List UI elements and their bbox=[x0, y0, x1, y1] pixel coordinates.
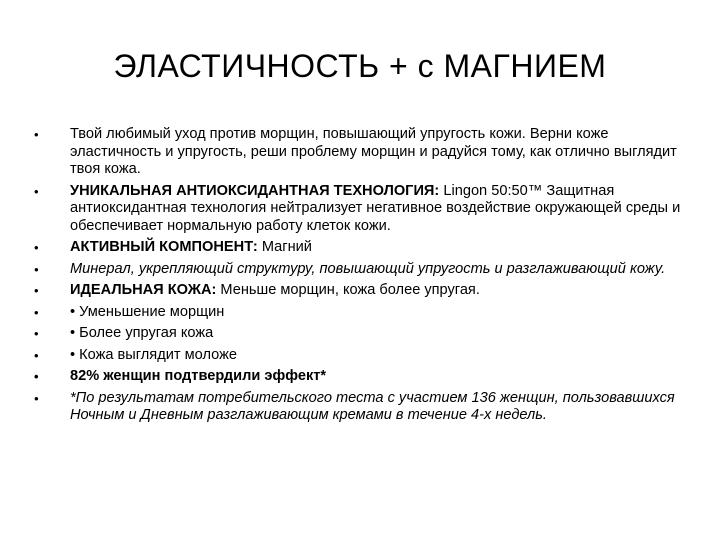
bullet-marker: • bbox=[34, 390, 39, 406]
bullet-text: *По результатам потребительского теста с участием 136 женщин, пользовавшихся Ночным и Дневным разглаживающим кремами в течение 4-х недель. bbox=[70, 389, 675, 423]
bullet-text: Минерал, укрепляющий структуру, повышающий упругость и разглаживающий кожу. bbox=[70, 260, 666, 277]
bullet-label: ИДЕАЛЬНАЯ КОЖА: bbox=[70, 282, 217, 298]
bullet-item-active-component bbox=[34, 239, 694, 257]
bullet-marker: • bbox=[34, 261, 39, 277]
bullet-text: • Кожа выглядит моложе bbox=[70, 346, 237, 363]
bullet-marker: • bbox=[34, 240, 39, 255]
bullet-text: Меньше морщин, кожа более упругая. bbox=[216, 282, 480, 298]
bullet-marker: • bbox=[34, 326, 39, 341]
bullet-item-benefit-firmness bbox=[34, 325, 694, 343]
bullet-item-footnote bbox=[34, 390, 694, 425]
bullet-text: Твой любимый уход против морщин, повышающий упругость кожи. Верни коже эластичность и упругость, реши проблему морщин и радуйся тому, как отлично выглядит твоя кожа. bbox=[70, 126, 677, 177]
bullet-text: • Более упругая кожа bbox=[70, 325, 214, 341]
bullet-text: Lingon 50:50™ Защитная антиоксидантная технология нейтрализует негативное воздействие окружающей среды и обеспечивает нормальную работу клеток кожи. bbox=[70, 182, 681, 234]
bullet-marker: • bbox=[34, 183, 39, 199]
bullet-marker: • bbox=[34, 304, 39, 320]
slide-title: ЭЛАСТИЧНОСТЬ + с МАГНИЕМ bbox=[113, 48, 607, 84]
bullet-item-ideal-skin bbox=[34, 282, 694, 300]
bullet-item-intro bbox=[34, 126, 694, 179]
bullet-text: 82% женщин подтвердили эффект* bbox=[70, 368, 327, 384]
bullet-list bbox=[34, 126, 694, 429]
bullet-text: Магний bbox=[257, 239, 312, 255]
bullet-marker: • bbox=[34, 127, 39, 142]
bullet-marker: • bbox=[34, 283, 39, 298]
bullet-marker: • bbox=[34, 347, 39, 363]
bullet-item-benefit-younger bbox=[34, 347, 694, 365]
bullet-item-technology bbox=[34, 183, 694, 236]
bullet-item-mineral bbox=[34, 261, 694, 279]
bullet-item-confirmation bbox=[34, 368, 694, 386]
bullet-marker: • bbox=[34, 369, 39, 384]
bullet-text: • Уменьшение морщин bbox=[70, 303, 225, 320]
bullet-label: УНИКАЛЬНАЯ АНТИОКСИДАНТНАЯ ТЕХНОЛОГИЯ: bbox=[70, 182, 440, 199]
bullet-label: АКТИВНЫЙ КОМПОНЕНТ: bbox=[70, 239, 258, 255]
bullet-item-benefit-wrinkles bbox=[34, 304, 694, 322]
